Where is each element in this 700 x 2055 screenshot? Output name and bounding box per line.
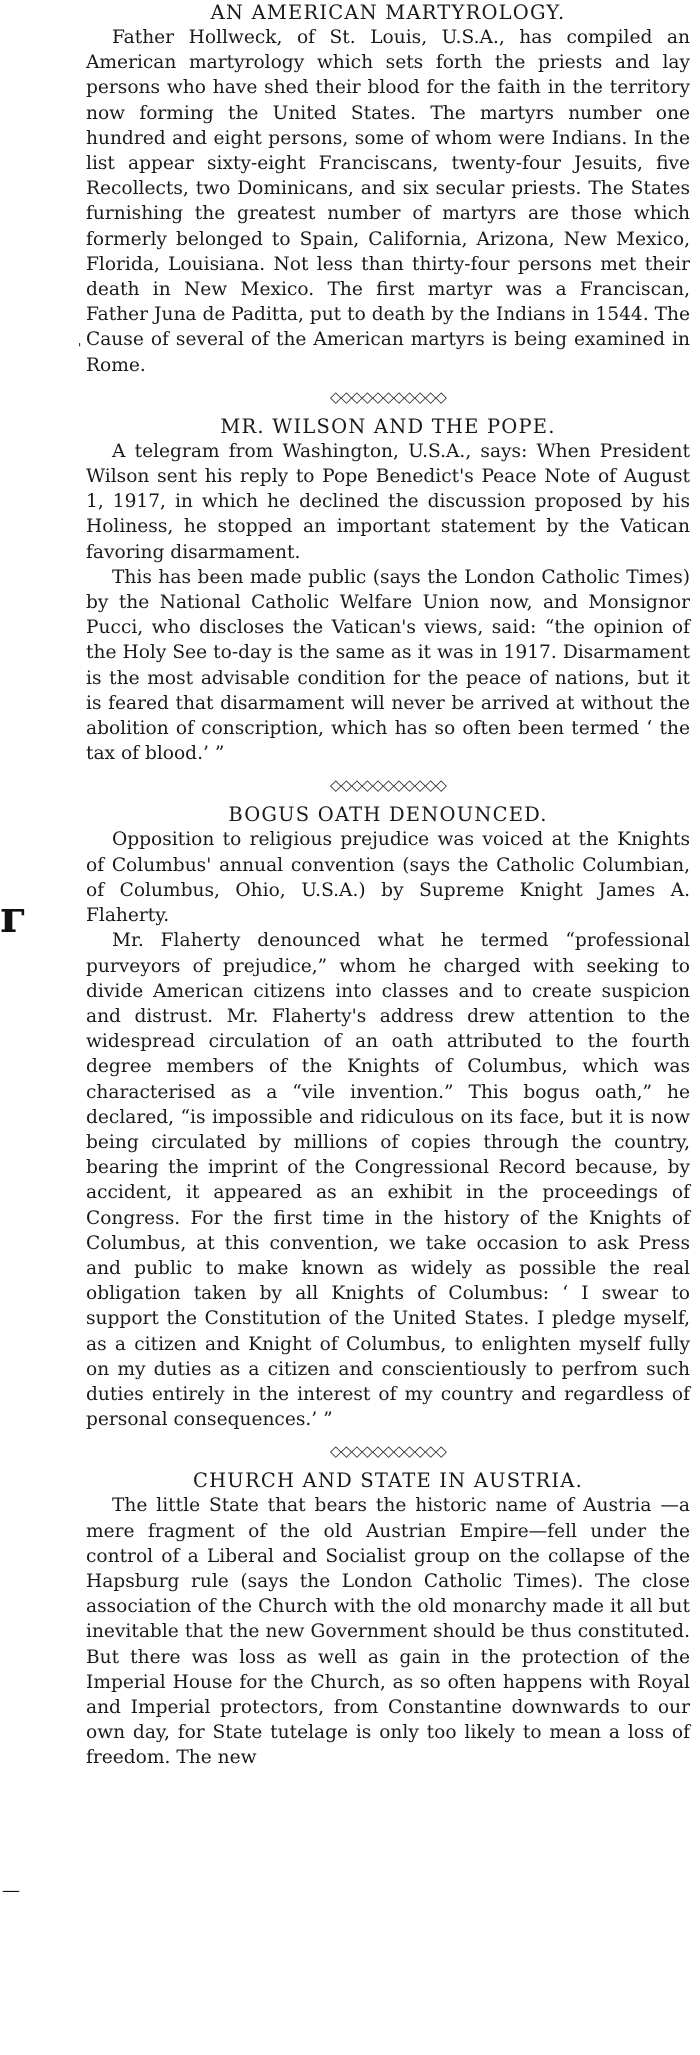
article-paragraph: Father Hollweck, of St. Louis, U.S.A., has compiled an American martyrology which sets forth the priests and lay persons who have shed their blood for the faith in the territory now forming the United States. The martyrs number one hundred and eight persons, some of whom were Indians. In the list appear sixty-eight Franciscans, twenty-four Jesuits, five Recollects, two Dominicans, and six secular priests. The States furnishing the greatest number of martyrs are those which formerly belonged to Spain, California, Arizona, New Mexico, Florida, Louisiana. Not less than thirty-four persons met their death in New Mexico. The first martyr was a Franciscan, Father Juna de Paditta, put to death by the Indians in 1544. The Cause of several of the American martyrs is being examined in Rome. <box>86 27 690 376</box>
margin-tick-mark: ' <box>78 341 82 355</box>
article-bogus-oath-denounced <box>86 802 690 1432</box>
margin-dash-mark: — <box>2 1880 20 1901</box>
article-heading: AN AMERICAN MARTYROLOGY. <box>210 1 566 24</box>
article-paragraph: Opposition to religious prejudice was voiced at the Knights of Columbus' annual convention (says the Catholic Columbian, of Columbus, Ohio, U.S.A.) by Supreme Knight James A. Flaherty. <box>86 829 690 927</box>
section-divider-ornament: ◇◇◇◇◇◇◇◇◇◇◇ <box>330 387 446 406</box>
section-divider-ornament: ◇◇◇◇◇◇◇◇◇◇◇ <box>330 776 446 795</box>
article-heading: BOGUS OATH DENOUNCED. <box>228 803 548 827</box>
article-heading: CHURCH AND STATE IN AUSTRIA. <box>192 1469 583 1493</box>
article-church-and-state-in-austria <box>86 1468 690 1770</box>
article-wilson-and-the-pope <box>86 414 690 767</box>
article-american-martyrology <box>86 0 690 378</box>
article-heading: MR. WILSON AND THE POPE. <box>220 414 556 438</box>
margin-bracket-mark: г <box>0 892 27 943</box>
article-paragraph: Mr. Flaherty denounced what he termed “professional purveyors of prejudice,” whom he charged with seeking to divide American citizens into classes and to create suspicion and distrust. Mr. Flaherty's address drew attention to the widespread circulation of an oath attributed to the fourth degree members of the Knights of Columbus, which was characterised as a “vile invention.” This bogus oath,” he declared, “is impossible and ridiculous on its face, but it is now being circulated by millions of copies through the country, bearing the imprint of the Congressional Record because, by accident, it appeared as an exhibit in the proceedings of Congress. For the first time in the history of the Knights of Columbus, at this convention, we take occasion to ask Press and public to make known as widely as possible the real obligation taken by all Knights of Columbus: ‘ I swear to support the Constitution of the United States. I pledge myself, as a citizen and Knight of Columbus, to enlighten myself fully on my duties as a citizen and conscientiously to perfrom such duties entirely in the interest of my country and regardless of personal consequences.’ ” <box>86 930 690 1431</box>
article-paragraph: This has been made public (says the London Catholic Times) by the National Catholic Welfare Union now, and Monsignor Pucci, who discloses the Vatican's views, said: “the opinion of the Holy See to-day is the same as it was in 1917. Disarmament is the most advisable condition for the peace of nations, but it is feared that disarmament will never be arrived at without the abolition of conscription, which has so often been termed ‘ the tax of blood.’ ” <box>86 566 690 765</box>
article-paragraph: A telegram from Washington, U.S.A., says: When President Wilson sent his reply to Pope Benedict's Peace Note of August 1, 1917, in which he declined the discussion proposed by his Holiness, he stopped an important statement by the Vatican favoring disarmament. <box>86 440 690 563</box>
section-divider-ornament: ◇◇◇◇◇◇◇◇◇◇◇ <box>330 1442 446 1461</box>
article-paragraph: The little State that bears the historic name of Austria —a mere fragment of the old Austrian Empire—fell under the control of a Liberal and Socialist group on the collapse of the Hapsburg rule (says the London Catholic Times). The close association of the Church with the old monarchy made it all but inevitable that the new Government should be thus constituted. But there was loss as well as gain in the protection of the Imperial House for the Church, as so often happens with Royal and Imperial protectors, from Constantine downwards to our own day, for State tutelage is only too likely to mean a loss of freedom. The new <box>86 1495 690 1769</box>
article-column <box>86 0 690 1771</box>
